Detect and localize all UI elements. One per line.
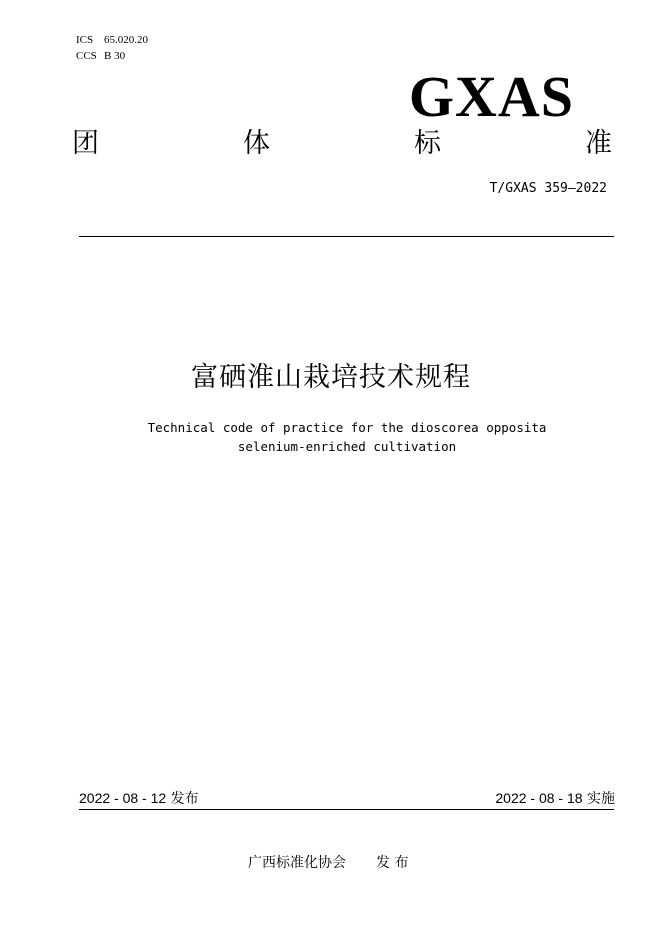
ccs-label: CCS	[76, 50, 97, 62]
issue-label: 发 布	[376, 855, 409, 871]
publish-label: 发布	[170, 791, 199, 807]
title-en-line-2: selenium-enriched cultivation	[237, 439, 457, 454]
classification-codes	[76, 32, 148, 64]
implement-date	[495, 789, 615, 808]
ics-code	[76, 32, 148, 48]
document-title: 富硒淮山栽培技术规程	[191, 362, 471, 393]
standard-number: T/GXAS 359—2022	[489, 181, 607, 196]
ccs-code	[76, 48, 148, 64]
publish-date	[79, 789, 199, 808]
ccs-value: B 30	[104, 50, 126, 62]
standard-type-char: 准	[585, 128, 612, 159]
standard-type-char: 团	[72, 128, 99, 159]
header-divider	[79, 236, 614, 237]
issuer-line	[248, 853, 408, 873]
implement-label: 实施	[587, 791, 615, 807]
document-title-english	[0, 418, 662, 456]
title-en-line-1: Technical code of practice for the dioscorea opposita	[147, 420, 547, 435]
standard-type-char: 标	[414, 128, 441, 159]
standard-type	[72, 128, 612, 160]
ics-label: ICS	[76, 34, 94, 46]
issuer-name: 广西标准化协会	[248, 855, 346, 871]
standard-type-char: 体	[243, 128, 270, 159]
gxas-logo: GXAS	[408, 64, 574, 129]
footer-divider	[79, 809, 614, 810]
ics-value: 65.020.20	[104, 34, 148, 46]
implement-date-value: 2022 - 08 - 18	[495, 790, 583, 806]
publish-date-value: 2022 - 08 - 12	[79, 790, 167, 806]
